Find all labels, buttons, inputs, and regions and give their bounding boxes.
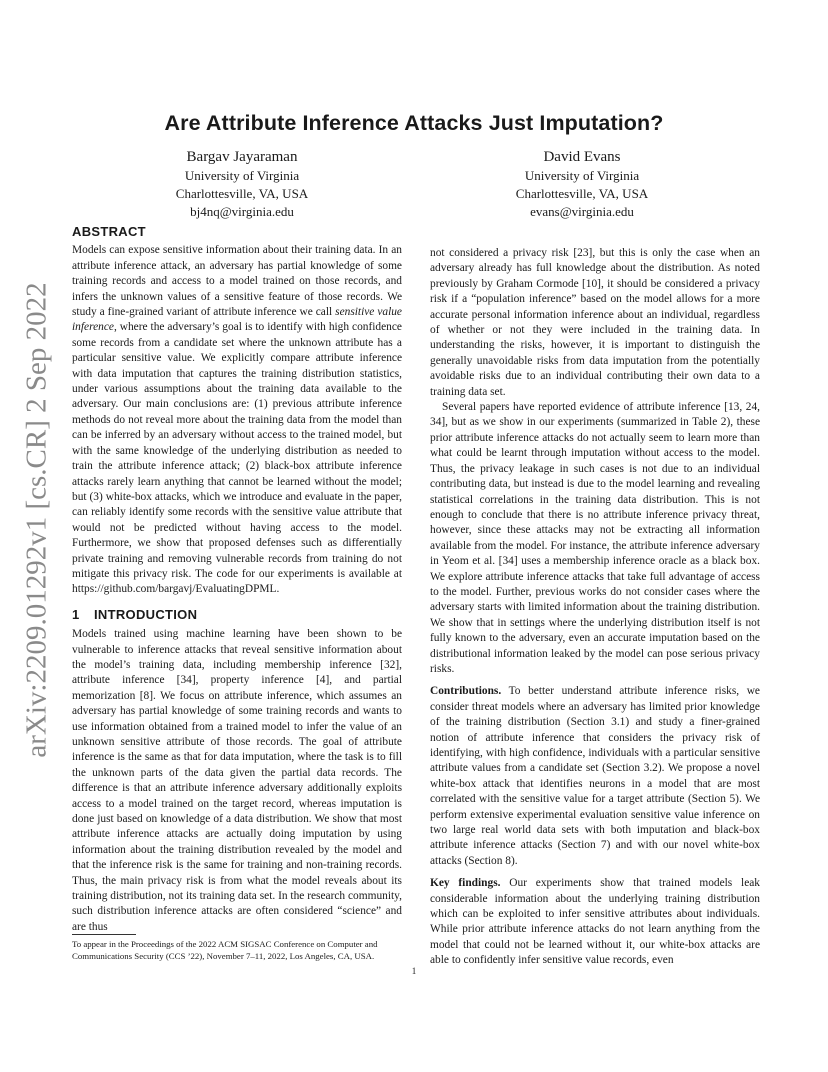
section-title: INTRODUCTION bbox=[94, 606, 198, 622]
author-email: evans@virginia.edu bbox=[530, 204, 634, 219]
footnote: To appear in the Proceedings of the 2022 ACM SIGSAC Conference on Computer and Communications Security (CCS ’22), November 7–11, 2022, Los Angeles, CA, USA. bbox=[72, 939, 378, 961]
author-block-1 bbox=[112, 147, 372, 221]
author-affiliation: University of Virginia bbox=[524, 168, 640, 183]
author-name: David Evans bbox=[543, 149, 621, 165]
section-number: 1 bbox=[72, 606, 80, 622]
abstract-heading: ABSTRACT bbox=[72, 224, 146, 239]
author-email: bj4nq@virginia.edu bbox=[190, 204, 294, 219]
introduction-heading bbox=[72, 607, 402, 622]
emphasis-term: sensitive value inference bbox=[72, 306, 402, 334]
arxiv-identifier: arXiv:2209.01292v1 [cs.CR] 2 Sep 2022 bbox=[20, 282, 53, 758]
page-number: 1 bbox=[411, 966, 417, 976]
intro-paragraph-1: Models trained using machine learning have been shown to be vulnerable to inference attacks that reveal sensitive information about the model’s training data, including membership inference [32], attribute inference [34], property inference [4], and partial memorization [8]. We focus on attribute inference, which assumes an adversary has partial knowledge of some training records and wants to use information obtained from a trained model to infer the value of an unknown sensitive attribute of those records. The goal of attribute inference is the same as that for data imputation, where the task is to fill the unknown parts of the data given the partial data records. The difference is that an attribute inference adversary additionally exploits access to a model trained on the target record, whereas imputation is done just based on knowledge of a data distribution. We show that most attribute inference attacks are actually doing imputation by using information about the training distribution revealed by the model and that the inference risk is the same for training and non-training records. Thus, the main privacy risk is from what the model reveals about its training distribution, not its training data set. In the research community, such distribution inference attacks are often considered “science” and are thus bbox=[72, 628, 402, 933]
contributions-paragraph: Contributions. To better understand attribute inference risks, we consider threat models where an adversary has limited prior knowledge of the training distribution (Section 3.1) and study a finer-grained notion of attribute inference that considers the privacy risk of identifying, with high confidence, individuals with a particular sensitive attribute values from a candidate set (Section 3.2). We propose a novel white-box attack that identifies neurons in a model that are most correlated with the sensitive value for a target attribute (Section 5). We perform extensive experimental evaluation sensitive value inference on two large real world data sets with both imputation and black-box attribute inference attacks (Section 7) and with our novel white-box attacks (Section 8). bbox=[430, 685, 760, 867]
key-findings-lead: Key findings. bbox=[430, 877, 501, 890]
author-location: Charlottesville, VA, USA bbox=[515, 186, 649, 201]
contributions-lead: Contributions. bbox=[430, 685, 502, 698]
key-findings-paragraph: Key findings. Our experiments show that trained models leak considerable information about the underlying training distribution which can be exploited to infer sensitive attributes about individuals. While prior attribute inference attacks do not learn anything from the model that could not be learned without it, our white-box attacks are able to confidently infer sensitive value records, even bbox=[430, 877, 760, 967]
author-location: Charlottesville, VA, USA bbox=[175, 186, 309, 201]
author-block-2 bbox=[452, 147, 712, 221]
arxiv-sidebar-stamp bbox=[14, 282, 60, 758]
left-column bbox=[72, 224, 402, 935]
intro-paragraph-1-continued: not considered a privacy risk [23], but this is only the case when an adversary already has full knowledge about the distribution. As noted previously by Graham Cormode [10], it should be considered a privacy risk if a “population inference” based on the model allows for a more accurate personal information inference about an individual, regardless of whether or not they were included in the training data. In understanding the risks, however, it is important to distinguish the generally unavoidable risks from data imputation from the potentially avoidable risks due to an individual contributing their own data to a training data set. bbox=[430, 247, 760, 398]
author-affiliation: University of Virginia bbox=[184, 168, 300, 183]
right-column bbox=[430, 246, 760, 969]
intro-paragraph-2: Several papers have reported evidence of attribute inference [13, 24, 34], but as we show in our experiments (summarized in Table 2), these prior attribute inference attacks do not actually seem to learn more than what could be learnt through imputation without access to the model. Thus, the privacy leakage in such cases is not due to an individual contributing data, but instead is due to the model learning and revealing statistical correlations in the training data distribution. This is not enough to conclude that there is no attribute inference privacy threat, however, since these attacks may not be extracting all information available from the model. For instance, the attribute inference adversary in Yeom et al. [34] uses a membership inference oracle as a black box. We explore attribute inference attacks that take full advantage of access to the model. Further, previous works do not consider cases where the adversary starts with limited information about the training distribution. We show that in settings where the underlying distribution itself is not fully known to the adversary, even an accurate imputation based on the distributional information leaked by the model can pose serious privacy risks. bbox=[430, 401, 760, 675]
footnote-rule bbox=[72, 934, 136, 935]
paper-title: Are Attribute Inference Attacks Just Imputation? bbox=[164, 111, 664, 135]
abstract-text: Models can expose sensitive information about their training data. In an attribute inference attack, an adversary has partial knowledge of some training records and access to a model trained on those records, and infers the unknown values of a sensitive feature of those records. We study a fine-grained variant of attribute inference we call sensitive value inference, where the adversary’s goal is to identify with high confidence some records from a candidate set where the unknown attribute has a particular sensitive value. We explicitly compare attribute inference with data imputation that captures the training distribution statistics, under various assumptions about the training data available to the adversary. Our main conclusions are: (1) previous attribute inference methods do not reveal more about the training data from the model than can be inferred by an adversary without access to the trained model, but with the same knowledge of the underlying distribution as needed to train the attribute inference attack; (2) black-box attribute inference attacks rarely learn anything that cannot be learned without the model; but (3) white-box attacks, which we introduce and evaluate in the paper, can reliably identify some records with the sensitive value attribute that would not be predicted without having access to the model. Furthermore, we show that proposed defenses such as differentially private training and removing vulnerable records from training do not mitigate this privacy risk. The code for our experiments is available at https://github.com/bargavj/EvaluatingDPML. bbox=[72, 244, 402, 596]
author-name: Bargav Jayaraman bbox=[186, 149, 298, 165]
